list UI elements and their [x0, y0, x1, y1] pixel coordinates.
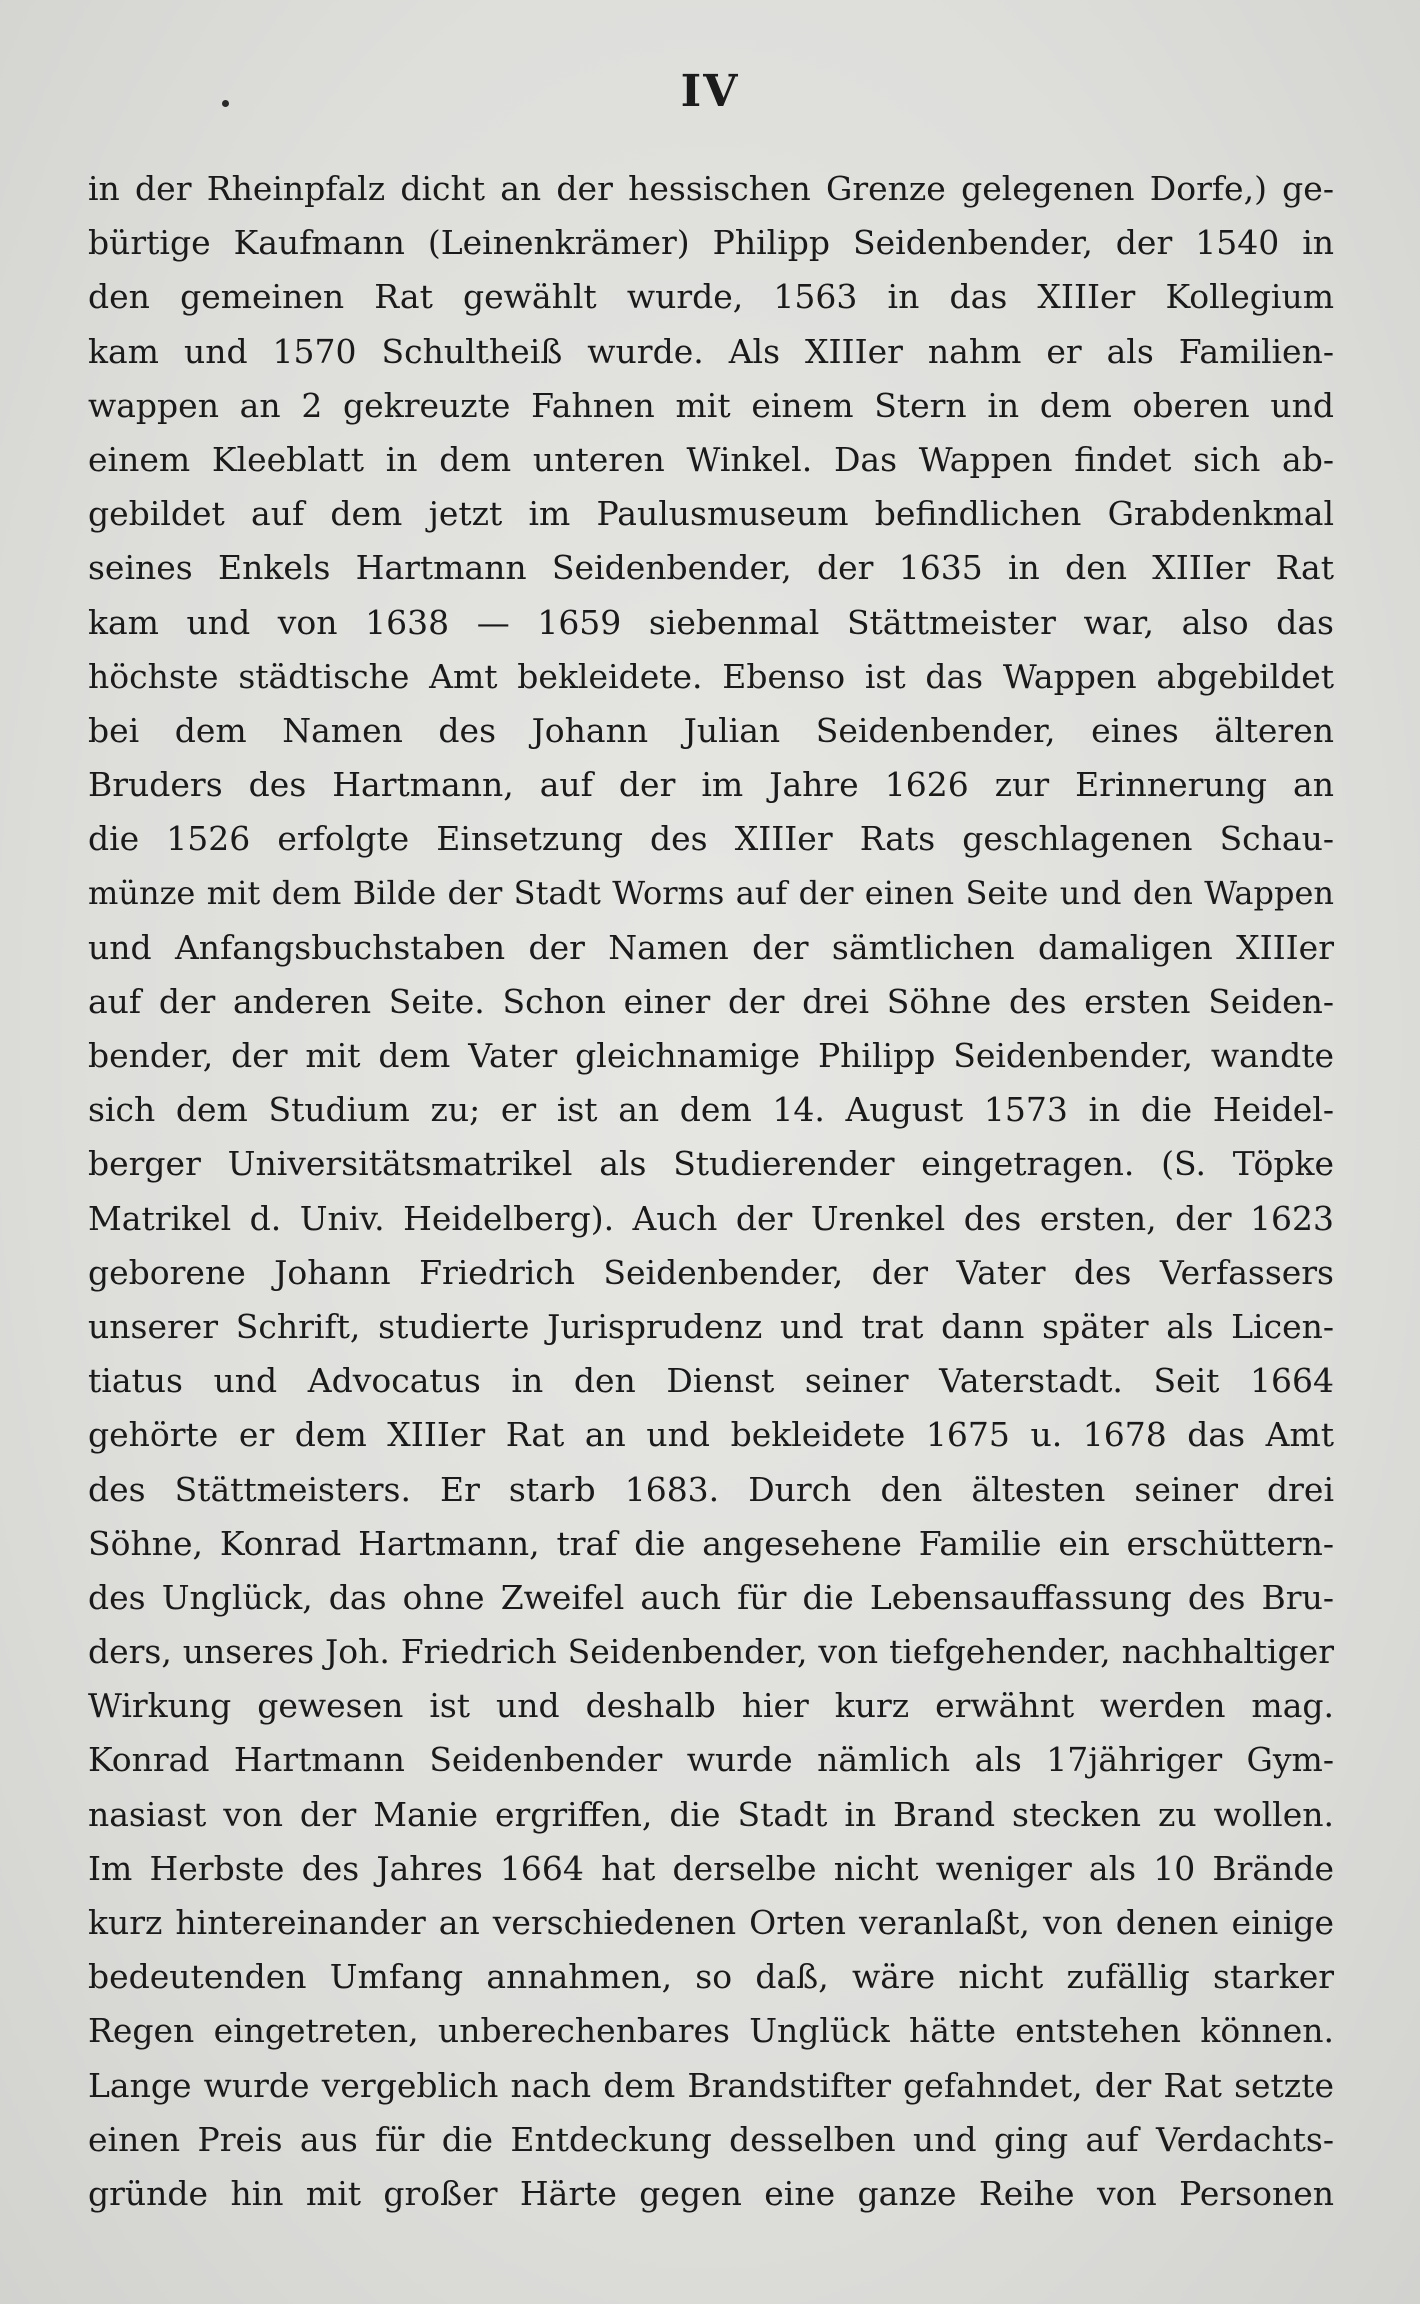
- text-line: bürtige Kaufmann (Leinenkrämer) Philipp Seidenbender, der 1540 in: [88, 223, 1334, 263]
- text-line: Im Herbste des Jahres 1664 hat derselbe nicht weniger als 10 Brände: [88, 1848, 1334, 1888]
- text-line: Wirkung gewesen ist und deshalb hier kurz erwähnt werden mag.: [88, 1686, 1334, 1726]
- text-line: münze mit dem Bilde der Stadt Worms auf der einen Seite und den Wappen: [88, 874, 1334, 913]
- text-line: bedeutenden Umfang annahmen, so daß, wäre nicht zufällig starker: [88, 1957, 1334, 1997]
- body-text: [88, 162, 1334, 2221]
- text-line: seines Enkels Hartmann Seidenbender, der 1635 in den XIIIer Rat: [88, 548, 1334, 588]
- text-line: in der Rheinpfalz dicht an der hessischen Grenze gelegenen Dorfe,) ge-: [88, 169, 1334, 208]
- text-line: geborene Johann Friedrich Seidenbender, der Vater des Verfassers: [88, 1252, 1334, 1292]
- page-number: IV: [680, 66, 740, 117]
- text-line: berger Universitätsmatrikel als Studierender eingetragen. (S. Töpke: [88, 1144, 1334, 1184]
- text-line: unserer Schrift, studierte Jurisprudenz und trat dann später als Licen-: [88, 1306, 1334, 1346]
- text-line: einen Preis aus für die Entdeckung desselben und ging auf Verdachts-: [88, 2119, 1334, 2159]
- text-line: wappen an 2 gekreuzte Fahnen mit einem Stern in dem oberen und: [88, 385, 1334, 425]
- text-line: Söhne, Konrad Hartmann, traf die angesehene Familie ein erschüttern-: [88, 1523, 1334, 1563]
- text-line: Bruders des Hartmann, auf der im Jahre 1626 zur Erinnerung an: [88, 765, 1334, 805]
- text-line: und Anfangsbuchstaben der Namen der sämtlichen damaligen XIIIer: [88, 927, 1334, 967]
- text-line: Regen eingetreten, unberechenbares Unglück hätte entstehen können.: [88, 2011, 1334, 2051]
- text-line: Lange wurde vergeblich nach dem Brandstifter gefahndet, der Rat setzte: [88, 2065, 1334, 2105]
- text-line: kurz hintereinander an verschiedenen Orten veranlaßt, von denen einige: [88, 1903, 1334, 1942]
- text-line: den gemeinen Rat gewählt wurde, 1563 in das XIIIer Kollegium: [88, 277, 1334, 317]
- text-line: des Unglück, das ohne Zweifel auch für die Lebensauffassung des Bru-: [88, 1577, 1334, 1617]
- text-line: gründe hin mit großer Härte gegen eine ganze Reihe von Personen: [88, 2173, 1334, 2213]
- text-line: auf der anderen Seite. Schon einer der drei Söhne des ersten Seiden-: [88, 981, 1334, 1021]
- text-line: Konrad Hartmann Seidenbender wurde nämlich als 17jähriger Gym-: [88, 1740, 1334, 1780]
- text-line: des Stättmeisters. Er starb 1683. Durch den ältesten seiner drei: [88, 1469, 1334, 1509]
- text-line: sich dem Studium zu; er ist an dem 14. August 1573 in die Heidel-: [88, 1090, 1334, 1130]
- text-line: nasiast von der Manie ergriffen, die Stadt in Brand stecken zu wollen.: [88, 1794, 1334, 1834]
- text-line: höchste städtische Amt bekleidete. Ebenso ist das Wappen abgebildet: [88, 656, 1334, 696]
- text-line: die 1526 erfolgte Einsetzung des XIIIer Rats geschlagenen Schau-: [88, 819, 1334, 859]
- text-line: kam und 1570 Schultheiß wurde. Als XIIIer nahm er als Familien-: [88, 331, 1334, 371]
- text-line: bei dem Namen des Johann Julian Seidenbender, eines älteren: [88, 710, 1334, 750]
- text-line: ders, unseres Joh. Friedrich Seidenbender, von tiefgehender, nachhaltiger: [88, 1632, 1334, 1672]
- text-line: tiatus und Advocatus in den Dienst seiner Vaterstadt. Seit 1664: [88, 1361, 1334, 1401]
- text-line: Matrikel d. Univ. Heidelberg). Auch der Urenkel des ersten, der 1623: [88, 1198, 1334, 1238]
- text-line: gehörte er dem XIIIer Rat an und bekleidete 1675 u. 1678 das Amt: [88, 1415, 1334, 1455]
- text-line: bender, der mit dem Vater gleichnamige Philipp Seidenbender, wandte: [88, 1036, 1334, 1075]
- text-line: einem Kleeblatt in dem unteren Winkel. Das Wappen findet sich ab-: [88, 439, 1334, 479]
- text-line: gebildet auf dem jetzt im Paulusmuseum befindlichen Grabdenkmal: [88, 494, 1334, 534]
- text-line: kam und von 1638 — 1659 siebenmal Stättmeister war, also das: [88, 602, 1334, 642]
